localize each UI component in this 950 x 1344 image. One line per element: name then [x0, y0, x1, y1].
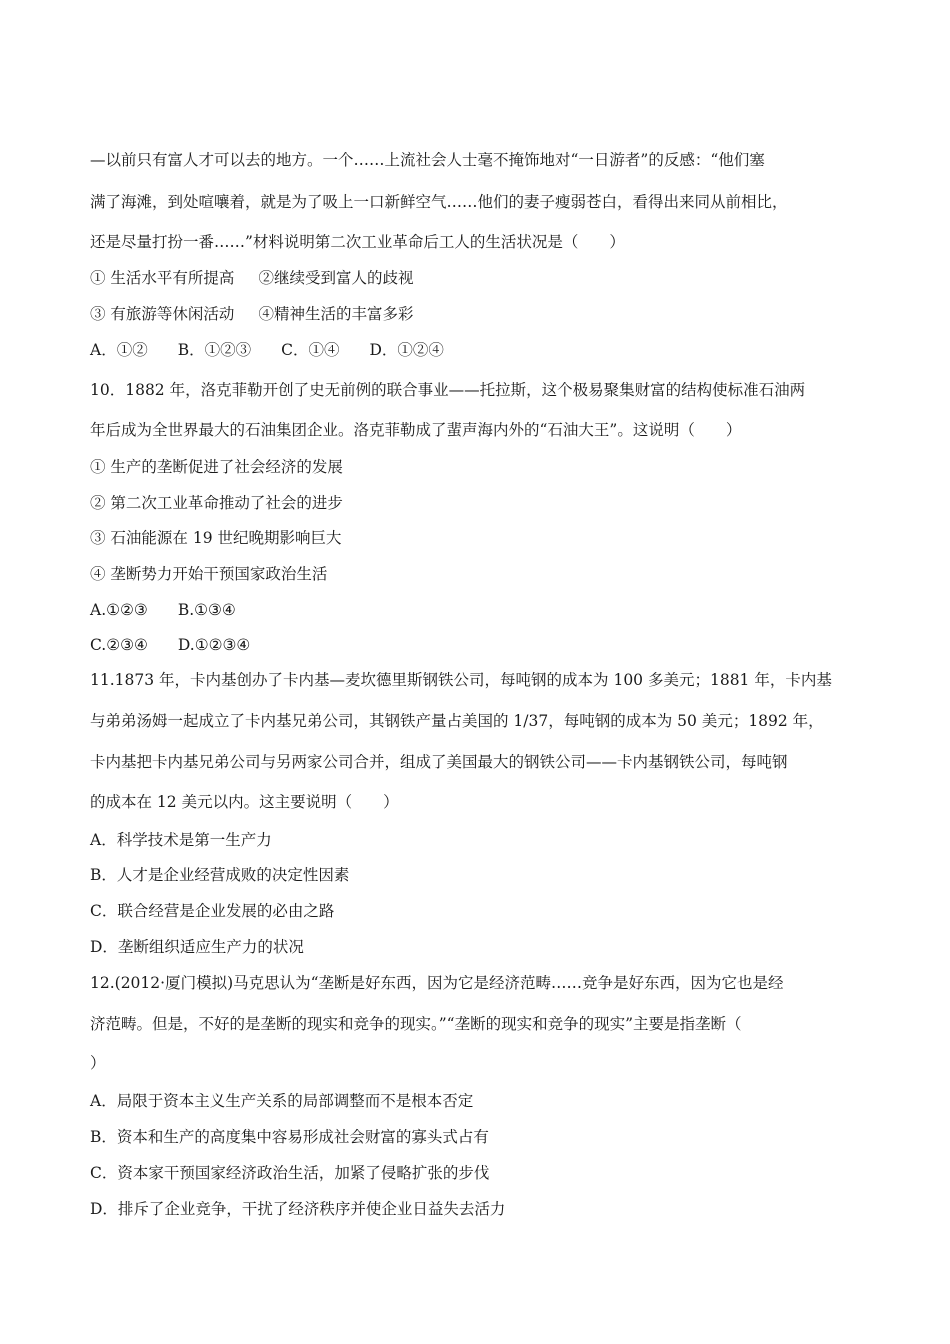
q11-stem-line-4: 的成本在 12 美元以内。这主要说明（ ）	[90, 793, 399, 811]
q10-option-a: A.①②③	[90, 601, 148, 619]
q9-item-4: ④精神生活的丰富多彩	[258, 305, 414, 323]
q12-stem-line-3: ）	[90, 1054, 106, 1072]
q9-material-line-2: 满了海滩，到处喧嚷着，就是为了吸上一口新鲜空气……他们的妻子瘦弱苍白，看得出来同从前相比，	[90, 193, 788, 211]
q10-options-row-2	[90, 635, 250, 655]
q9-item-3: ③ 有旅游等休闲活动	[90, 305, 235, 323]
q11-option-b: B．人才是企业经营成败的决定性因素	[90, 866, 350, 884]
q9-item-2: ②继续受到富人的歧视	[258, 269, 414, 287]
q9-material-line-3: 还是尽量打扮一番……”材料说明第二次工业革命后工人的生活状况是（ ）	[90, 233, 625, 251]
q12-option-a: A．局限于资本主义生产关系的局部调整而不是根本否定	[90, 1092, 474, 1110]
q10-stem-line-2: 年后成为全世界最大的石油集团企业。洛克菲勒成了蜚声海内外的“石油大王”。这说明（ ）	[90, 421, 742, 439]
q10-options-row-1	[90, 600, 236, 620]
q11-option-c: C．联合经营是企业发展的必由之路	[90, 902, 335, 920]
q12-option-c: C．资本家干预国家经济政治生活，加紧了侵略扩张的步伐	[90, 1164, 490, 1182]
q9-option-a: A．①②	[90, 341, 148, 359]
q10-item-2: ② 第二次工业革命推动了社会的进步	[90, 494, 343, 512]
q10-stem-line-1: 10．1882 年，洛克菲勒开创了史无前例的联合事业——托拉斯，这个极易聚集财富的结构使标准石油两	[90, 381, 806, 399]
q10-item-4: ④ 垄断势力开始干预国家政治生活	[90, 565, 328, 583]
q11-option-d: D．垄断组织适应生产力的状况	[90, 938, 304, 956]
q9-option-c: C．①④	[281, 341, 340, 359]
q11-stem-line-3: 卡内基把卡内基兄弟公司与另两家公司合并，组成了美国最大的钢铁公司——卡内基钢铁公司，每吨钢	[90, 753, 788, 771]
q9-items-row-1	[90, 268, 413, 288]
q12-option-d: D．排斥了企业竞争，干扰了经济秩序并使企业日益失去活力	[90, 1200, 506, 1218]
q10-option-b: B.①③④	[177, 601, 236, 619]
q12-stem-line-2: 济范畴。但是，不好的是垄断的现实和竞争的现实。”“垄断的现实和竞争的现实”主要是指垄断（	[90, 1015, 742, 1033]
q9-option-b: B．①②③	[177, 341, 252, 359]
q10-option-c: C.②③④	[90, 636, 148, 654]
q10-item-1: ① 生产的垄断促进了社会经济的发展	[90, 458, 343, 476]
q11-option-a: A．科学技术是第一生产力	[90, 831, 272, 849]
q10-option-d: D.①②③④	[177, 636, 251, 654]
q11-stem-line-1: 11.1873 年，卡内基创办了卡内基—麦坎德里斯钢铁公司，每吨钢的成本为 100 多美元；1881 年，卡内基	[90, 671, 832, 689]
q9-item-1: ① 生活水平有所提高	[90, 269, 235, 287]
q9-material-line-1: —以前只有富人才可以去的地方。一个……上流社会人士毫不掩饰地对“一日游者”的反感：“他们塞	[90, 151, 765, 169]
q9-items-row-2	[90, 304, 413, 324]
q9-options	[90, 340, 444, 360]
q12-option-b: B．资本和生产的高度集中容易形成社会财富的寡头式占有	[90, 1128, 489, 1146]
q9-option-d: D．①②④	[369, 341, 444, 359]
q10-item-3: ③ 石油能源在 19 世纪晚期影响巨大	[90, 529, 342, 547]
q11-stem-line-2: 与弟弟汤姆一起成立了卡内基兄弟公司，其钢铁产量占美国的 1/37，每吨钢的成本为 50 美元；1892 年，	[90, 712, 824, 730]
q12-stem-line-1: 12.(2012·厦门模拟)马克思认为“垄断是好东西，因为它是经济范畴……竞争是好东西，因为它也是经	[90, 974, 784, 992]
